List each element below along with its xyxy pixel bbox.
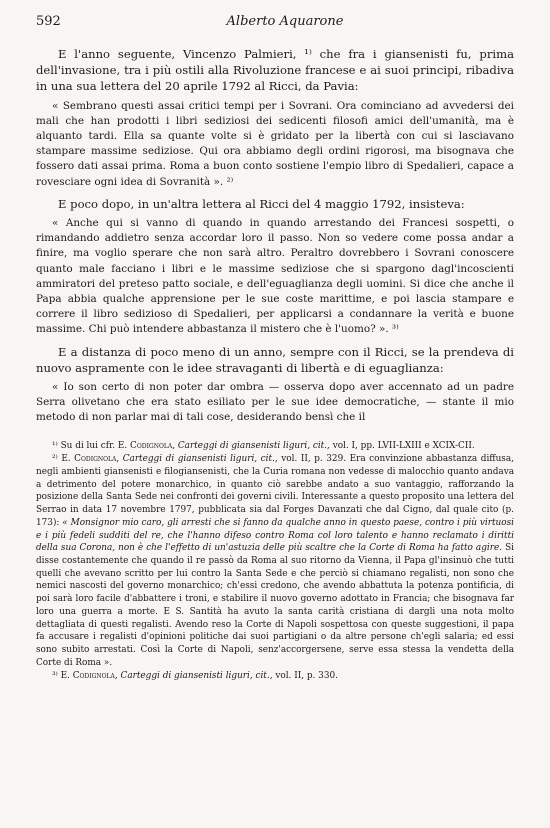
footnote-1-title: Carteggi di giansenisti liguri, cit.,	[177, 440, 330, 451]
footnote-1	[36, 440, 514, 453]
quotation-3	[36, 380, 514, 426]
footnote-1-pre: Su di lui cfr.	[60, 440, 118, 451]
quotation-2-text: « Anche qui si vanno di quando in quando arrestando dei Francesi sospetti, o rimandando addietro senza accordar loro il passo. Non so vedere come possa andar a finire, ma voglio sperare che non sarà altro. Peraltro dovrebbero i Sovrani conoscere quanto male facciano i libri e le massime sediziose che si spargono dagl'incoscienti ammiratori del preteso patto sociale, e dell'eguaglianza degli uomini. Si dice che anche il Papa abbia qualche apprensione per le sue coste marittime, e poi lascia stampare e correre il libro sedizioso di Spedalieri, per applicarsi a condannare la verità e buone massime. Chi può intendere abbastanza il mistero che è l'uomo? ». ³⁾	[36, 217, 514, 336]
footnote-2-text-1: vol. II, p. 329. Era convinzione abbastanza diffusa, negli ambienti giansenisti e filogiansenisti, che la Curia romana non vedesse di malocchio quanto andava a detrimento del potere monarchico, in quanto ciò sarebbe andato a suo vantaggio, rafforzando la posizione della Santa Sede nei confronti dei governi civili. Interessante a questo proposito una lettera del Serrao in data 17 novembre 1797, pubblicata sia dal Forges Davanzati che dal Cigno, dal quale cito (p. 173):	[36, 454, 514, 528]
footnote-1-mark: ¹⁾	[52, 440, 58, 451]
page-number: 592	[36, 14, 61, 29]
footnote-2-mark: ²⁾	[52, 454, 58, 465]
footnote-2-text-2: Si disse costantemente che quando il re passò da Roma al suo ritorno da Vienna, il Papa gl'insinuò che tutti quelli che avevano scritto per lui contro la Santa Sede e che perciò si chiamano regalisti, non sono che nemici nascosti del governo monarchico; ch'essi credono, che avendo abbattuta la potenza pontificia, di poi sarà loro facile d'abbattere i troni, e stabilire il nuovo governo adottato in Francia; che bisognava far loro una guerra a morte. E S. Santità ha avuto la santa carità cristiana di dargli una nota molto dettagliata di questi regalisti. Avendo reso la Corte di Napoli sospettosa con queste suggestioni, il papa fa accusare i regalisti d'opinioni politiche dai suoi partigiani o da altre persone ch'egli salaria; ed essi sono subito arrestati. Così la Corte di Napoli, senz'accorgersene, serve essa stessa la vendetta della Corte di Roma ».	[36, 543, 514, 668]
page-header	[36, 14, 514, 36]
footnote-1-post: vol. I, pp. LVII-LXIII e XCIX-CII.	[329, 440, 475, 451]
paragraph-3: E a distanza di poco meno di un anno, sempre con il Ricci, se la prendeva di nuovo aspramente con le idee stravaganti di libertà e di eguaglianza:	[36, 344, 514, 375]
main-text	[36, 46, 514, 426]
footnote-3-post: vol. II, p. 330.	[272, 671, 338, 682]
footnote-2	[36, 453, 514, 669]
quotation-1-text: « Sembrano questi assai critici tempi per i Sovrani. Ora cominciano ad avvedersi dei mali che han prodotti i libri sediziosi dei sedicenti filosofi amici dell'umanità, ma è alquanto tardi. Ella sa quante volte si è gridato per la libertà con cui si lasciavano stampare massime sediziose. Qui ora abbiamo degli ordini rigorosi, ma bisognava che fossero dati assai prima. Roma a buon conto sostiene l'empio libro di Spedalieri, capace a rovesciare ogni idea di Sovranità ». ²⁾	[36, 99, 514, 188]
quotation-1	[36, 99, 514, 190]
footnote-2-quote: « Monsignor mio caro, gli arresti che si fanno da qualche anno in questo paese, contro i più virtuosi e i più fedeli sudditi del re, che l'hanno difeso contro Roma col loro talento e hanno reclamato i diritti della sua Corona, non è che l'effetto di un'astuzia delle più scaltre che la Corte di Roma ha fatto agire.	[36, 517, 515, 554]
footnote-3-title: Carteggi di giansenisti liguri, cit.,	[120, 671, 273, 682]
footnote-2-author: E. Codignola,	[61, 454, 120, 465]
paragraph-1: E l'anno seguente, Vincenzo Palmieri, ¹⁾ che fra i giansenisti fu, prima dell'invasione, tra i più ostili alla Rivoluzione francese e ai suoi principi, ribadiva in una sua lettera del 20 aprile 1792 al Ricci, da Pavia:	[36, 47, 514, 94]
footnotes	[36, 440, 514, 683]
footnote-1-author: E. Codignola,	[117, 440, 176, 451]
paragraph-2: E poco dopo, in un'altra lettera al Ricci del 4 maggio 1792, insisteva:	[58, 196, 465, 211]
footnote-3-mark: ³⁾	[52, 671, 58, 682]
quotation-3-text: « Io son certo di non poter dar ombra — osserva dopo aver accennato ad un padre Serra olivetano che era stato esiliato per le sue idee democratiche, — stante il mio metodo di non parlar mai di tali cose, desiderando bensì che il	[36, 381, 514, 424]
quotation-2	[36, 216, 514, 338]
footnote-3	[36, 670, 514, 683]
footnote-3-author: E. Codignola,	[60, 671, 118, 682]
footnote-2-title: Carteggi di giansenisti liguri, cit.,	[122, 454, 278, 465]
running-head: Alberto Aquarone	[226, 14, 344, 29]
